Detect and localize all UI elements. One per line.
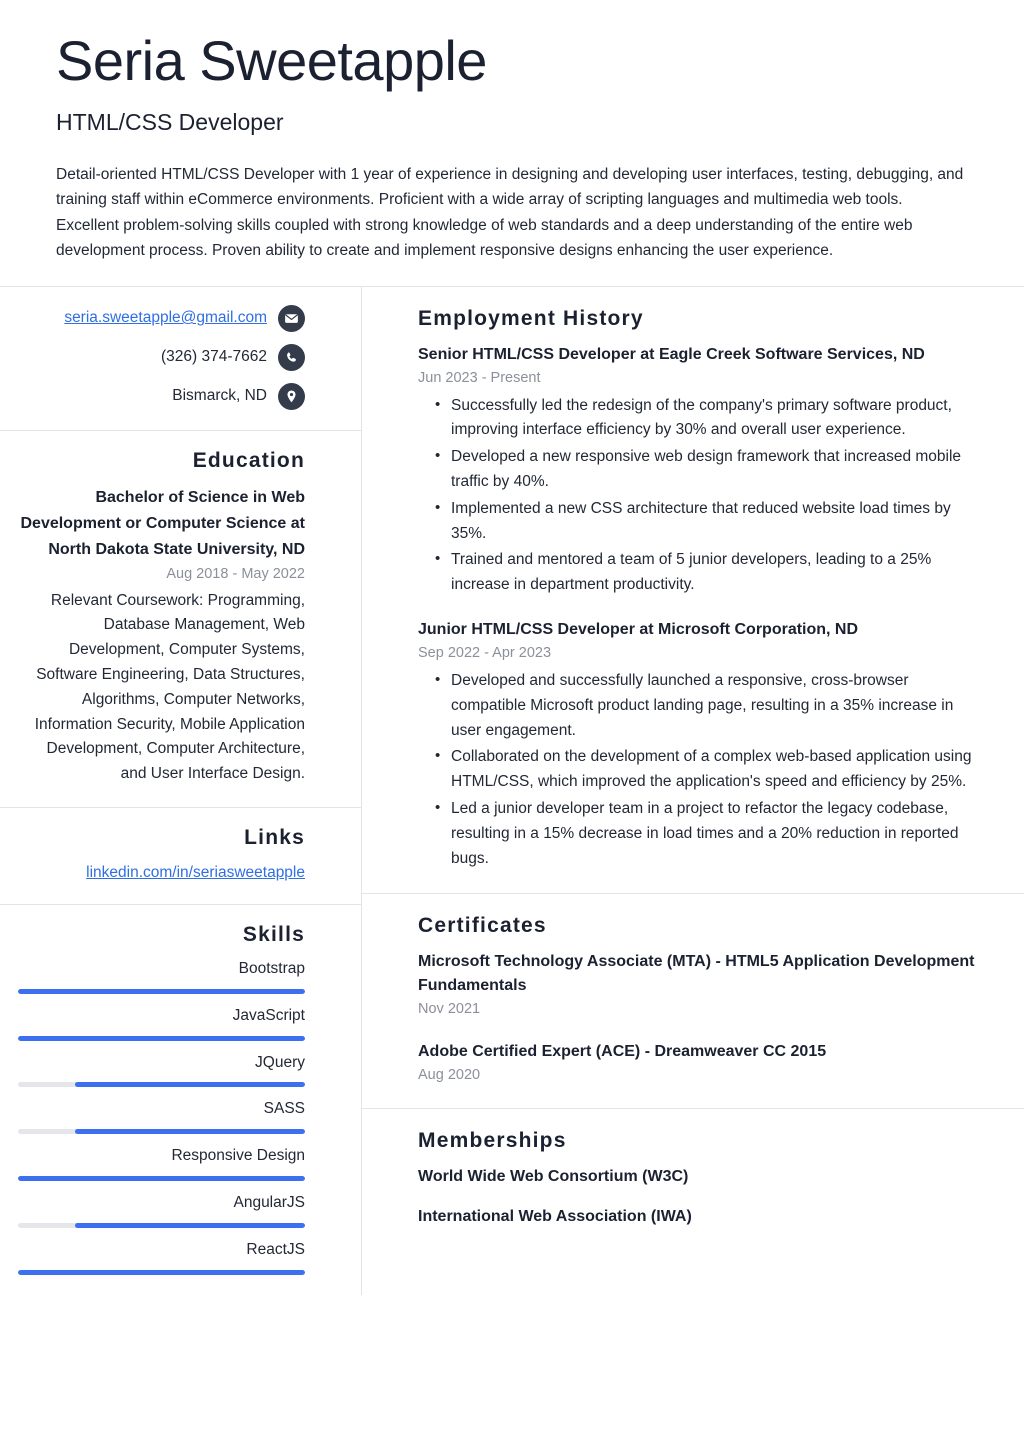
education-date: Aug 2018 - May 2022 [166,566,305,583]
contact-location-text: Bismarck, ND [172,387,267,405]
education-coursework: Relevant Coursework: Programming, Database Management, Web Development, Computer Systems, Software Engineering, Data Structures, Algorithms, Computer Networks, Information Security, Mobile Application Development, Computer Architecture, and User Interface Design. [34,591,305,783]
skill-level-fill [75,1129,305,1134]
bullet-item: • Implemented a new CSS architecture that reduced website load times by 35%. [451,497,980,547]
links-section-title: Links [244,826,305,850]
envelope-icon [278,305,305,332]
certificates-section [362,894,1024,1109]
skill-item [18,1053,305,1088]
location-pin-icon [278,383,305,410]
certificate-title: Microsoft Technology Associate (MTA) - HTML5 Application Development Fundamentals [418,953,975,994]
skill-level-fill [18,1176,305,1181]
skill-name: SASS [263,1100,305,1118]
certificate-title: Adobe Certified Expert (ACE) - Dreamweaver CC 2015 [418,1042,827,1060]
skill-level-bar [18,1223,305,1228]
contact-location-row [18,383,305,410]
education-degree: Bachelor of Science in Web Development or Computer Science at North Dakota State University, ND [20,488,305,558]
education-section [0,431,361,808]
candidate-name: Seria Sweetapple [56,29,487,92]
skill-level-bar [18,1176,305,1181]
skill-name: AngularJS [233,1194,305,1212]
skill-item [18,1193,305,1228]
phone-icon [278,344,305,371]
skill-level-fill [18,989,305,994]
links-section [0,808,361,905]
contact-phone-text: (326) 374-7662 [161,348,267,366]
certificate-date: Aug 2020 [418,1066,481,1083]
skill-name: Responsive Design [171,1147,305,1165]
contact-email-text[interactable]: seria.sweetapple@gmail.com [64,309,267,327]
contact-email-row[interactable] [18,305,305,332]
resume-header [0,0,1024,263]
skill-item [18,1240,305,1275]
skill-level-bar [18,989,305,994]
skills-section [0,905,361,1295]
employment-entry-date: Sep 2022 - Apr 2023 [418,645,552,662]
right-column [362,287,1024,1295]
employment-entry-title: Junior HTML/CSS Developer at Microsoft Corporation, ND [418,621,859,639]
skill-item [18,1146,305,1181]
skill-level-fill [18,1270,305,1275]
education-section-title: Education [192,448,305,472]
skill-level-fill [75,1223,305,1228]
skill-level-bar [18,1129,305,1134]
employment-entry-bullets [418,394,980,598]
skill-level-bar [18,1082,305,1087]
bullet-item: • Trained and mentored a team of 5 junior developers, leading to a 25% increase in department productivity. [451,548,980,598]
bullet-item: • Successfully led the redesign of the company's primary software product, improving interface efficiency by 30% and overall user experience. [451,394,980,444]
bullet-item: • Developed and successfully launched a responsive, cross-browser compatible Microsoft product landing page, resulting in a 35% increase in user engagement. [451,669,980,743]
skill-level-bar [18,1036,305,1041]
skill-item [18,1099,305,1134]
skill-level-fill [18,1036,305,1041]
contact-details-section [0,287,361,431]
left-column [0,287,362,1295]
skill-level-fill [75,1082,305,1087]
memberships-section-title: Memberships [418,1129,567,1153]
bullet-item: • Developed a new responsive web design framework that increased mobile traffic by 40%. [451,445,980,495]
professional-summary: Detail-oriented HTML/CSS Developer with 1 year of experience in designing and developing user interfaces, testing, debugging, and training staff within eCommerce environments. Proficient with a wide array of scripting languages and multimedia web tools. Excellent problem-solving skills coupled with strong knowledge of web standards and a deep understanding of the entire web development process. Proven ability to create and implement responsive designs enhancing the user experience. [56,166,964,259]
employment-entry-bullets [418,669,980,871]
skill-name: JQuery [255,1053,305,1071]
employment-entry [418,618,980,871]
skill-name: Bootstrap [238,959,305,977]
employment-entry-date: Jun 2023 - Present [418,369,541,386]
link-item-linkedin[interactable]: linkedin.com/in/seriasweetapple [86,864,305,882]
certificate-entry [418,1040,980,1087]
employment-history-section [362,287,1024,895]
membership-entry: International Web Association (IWA) [418,1207,692,1225]
membership-entry: World Wide Web Consortium (W3C) [418,1168,689,1186]
skill-name: ReactJS [246,1241,305,1259]
skill-name: JavaScript [232,1006,305,1024]
employment-entry-title: Senior HTML/CSS Developer at Eagle Creek Software Services, ND [418,345,925,363]
skill-item [18,959,305,994]
memberships-section [362,1109,1024,1249]
skill-level-bar [18,1270,305,1275]
skill-item [18,1006,305,1041]
bullet-item: • Collaborated on the development of a complex web-based application using HTML/CSS, which improved the application's speed and efficiency by 25%. [451,745,980,795]
certificate-entry [418,950,980,1020]
certificates-section-title: Certificates [418,914,547,938]
employment-entry [418,343,980,598]
candidate-job-title: HTML/CSS Developer [56,108,284,135]
resume-body [0,286,1024,1295]
skills-section-title: Skills [242,922,305,946]
bullet-item: • Led a junior developer team in a project to refactor the legacy codebase, resulting in a 15% decrease in load times and a 20% reduction in reported bugs. [451,797,980,871]
contact-phone-row[interactable] [18,344,305,371]
employment-section-title: Employment History [418,306,644,330]
certificate-date: Nov 2021 [418,1000,481,1017]
